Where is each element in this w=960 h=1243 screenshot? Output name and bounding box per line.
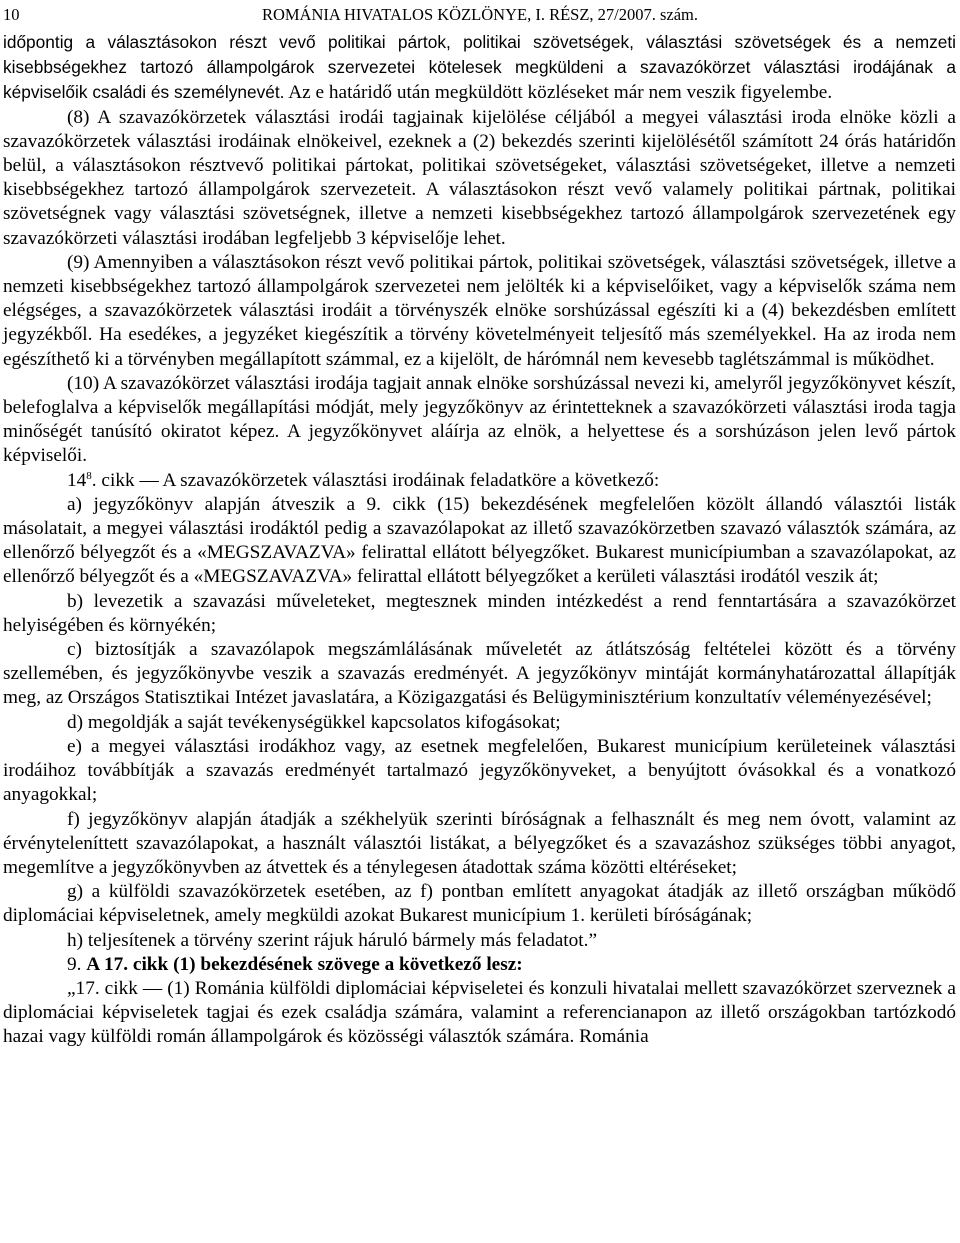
amendment-number: 9. xyxy=(67,953,87,975)
document-body xyxy=(3,30,956,1050)
article-superscript: 8 xyxy=(86,469,92,482)
continuation-text-sans: időpontig a választásokon részt vevő politikai pártok, politikai szövetségek, választási szövetségek és a nemzeti kisebbségekhez tartozó állampolgárok szervezetei kötelesek megküldeni a szavazókörzet választási irodájának a képviselőik családi és személynevét. xyxy=(3,32,956,103)
point-b: b) levezetik a szavazási műveleteket, megtesznek minden intézkedést a rend fenntartására a szavazókörzet helyiségében és környékén; xyxy=(3,590,956,636)
paragraph-continuation xyxy=(3,30,956,106)
paragraph-8: (8) A szavazókörzetek választási irodái tagjainak kijelölése céljából a megyei választási iroda elnöke közli a szavazókörzetek választási irodáinak elnökeivel, ezeknek a (2) bekezdés szerinti kijelölésétől számított 24 órás határidőn belül, a választásokon résztvevő politikai pártokat, politikai szövetségeket, választási szövetségeket, illetve a nemzeti kisebbségekhez tartozó állampolgárok szervezeteit. A választásokon részt vevő valamely politikai pártnak, politikai szövetségnek vagy választási szövetségnek, illetve a nemzeti kisebbségekhez tartozó állampolgárok szervezetének egy szavazókörzeti választási irodában legfeljebb 3 képviselője lehet. xyxy=(3,106,956,249)
continuation-text: Az e határidő után megküldött közléseket már nem veszik figyelembe. xyxy=(284,82,833,104)
article-17-text: „17. cikk — (1) Románia külföldi diplomáciai képviseletei és konzuli hivatalai mellett szavazókörzet szerveznek a diplomáciai képviseletek tagjai és ezek családja számára, valamint a referencianapon az illető országokban tartózkodó hazai vagy külföldi román állampolgárok és közösségi választók számára. Románia xyxy=(3,977,956,1048)
point-e: e) a megyei választási irodákhoz vagy, az esetnek megfelelően, Bukarest municípium kerületeinek választási irodáihoz továbbítják a szavazás eredményét tartalmazó jegyzőkönyveket, a benyújtott óvásokkal és a vonatkozó anyagokkal; xyxy=(3,735,956,806)
amendment-9 xyxy=(3,953,956,977)
amendment-heading: A 17. cikk (1) bekezdésének szövege a következő lesz: xyxy=(86,953,523,975)
article-number: 14 xyxy=(67,469,87,491)
article-14-heading xyxy=(3,469,956,493)
page-number: 10 xyxy=(3,5,20,24)
article-heading-text: . cikk — A szavazókörzetek választási irodáinak feladatköre a következő: xyxy=(91,469,660,491)
paragraph-9: (9) Amennyiben a választásokon részt vevő politikai pártok, politikai szövetségek, választási szövetségek, illetve a nemzeti kisebbségekhez tartozó állampolgárok szervezetei nem jelölték ki a képviselőiket, vagy a képviselők száma nem elégséges, a szavazókörzetek választási irodáit a törvényszék elnöke sorshúzással egészíti ki a (4) bekezdésben említett jegyzékből. Ha esedékes, a jegyzéket kiegészítik a törvény követelményeit teljesítő más személyekkel. Ha az iroda nem egészíthető ki a törvényben megállapított számmal, ez a kijelölt, de hárómnál nem kevesebb taglétszámmal is működhet. xyxy=(3,251,956,370)
point-c: c) biztosítják a szavazólapok megszámlálásának műveletét az átlátszóság feltételei között és a törvény szellemében, és jegyzőkönyvbe veszik a szavazás eredményét. A jegyzőkönyv mintáját kormányhatározattal állapítják meg, az Országos Statisztikai Intézet javaslatára, a Közigazgatási és Belügyminisztérium konzultatív véleményezésével; xyxy=(3,639,956,709)
point-a: a) jegyzőkönyv alapján átveszik a 9. cikk (15) bekezdésének megfelelően közölt állandó választói listák másolatait, a megyei választási irodáktól pedig a szavazólapokat az illető szavazókörzetben szavazó választók számára, az ellenőrző bélyegzőt és a «MEGSZAVAZVA» felirattal ellátott bélyegzőket. Bukarest municípiumban a szavazólapokat, az ellenőrző bélyegzőt és a «MEGSZAVAZVA» felirattal ellátott bélyegzőket a kerületi választási irodától veszik át; xyxy=(3,493,956,588)
page-header xyxy=(3,2,957,28)
point-d: d) megoldják a saját tevékenységükkel kapcsolatos kifogásokat; xyxy=(67,711,561,733)
point-f: f) jegyzőkönyv alapján átadják a székhelyük szerinti bíróságnak a felhasznált és meg nem óvott, valamint az érvényteleníttett szavazólapokat, a használt választói listákat, a bélyegzőket és a szavazáshoz szükséges többi anyagot, megemlítve a jegyzőkönyvben az átvettek és a ténylegesen átadottak száma közötti eltéréseket; xyxy=(3,808,956,878)
running-title: ROMÁNIA HIVATALOS KÖZLÖNYE, I. RÉSZ, 27/2007. szám. xyxy=(261,5,699,24)
paragraph-10: (10) A szavazókörzet választási irodája tagjait annak elnöke sorshúzással nevezi ki, amelyről jegyzőkönyvet készít, belefoglalva a képviselők megállapítási módját, mely jegyzőkönyv az érintetteknek a szavazókörzeti választási iroda tagja minőségét tanúsító okiratot képez. A jegyzőkönyvet aláírja az elnök, a helyettese és a sorshúzáson jelen levő pártok képviselői. xyxy=(3,372,956,467)
point-g: g) a külföldi szavazókörzetek esetében, az f) pontban említett anyagokat átadják az illető országban működő diplomáciai képviseletnek, amely megküldi azokat Bukarest municípium 1. kerületi bíróságának; xyxy=(3,881,956,927)
point-h: h) teljesítenek a törvény szerint rájuk háruló bármely más feladatot.” xyxy=(67,929,598,951)
